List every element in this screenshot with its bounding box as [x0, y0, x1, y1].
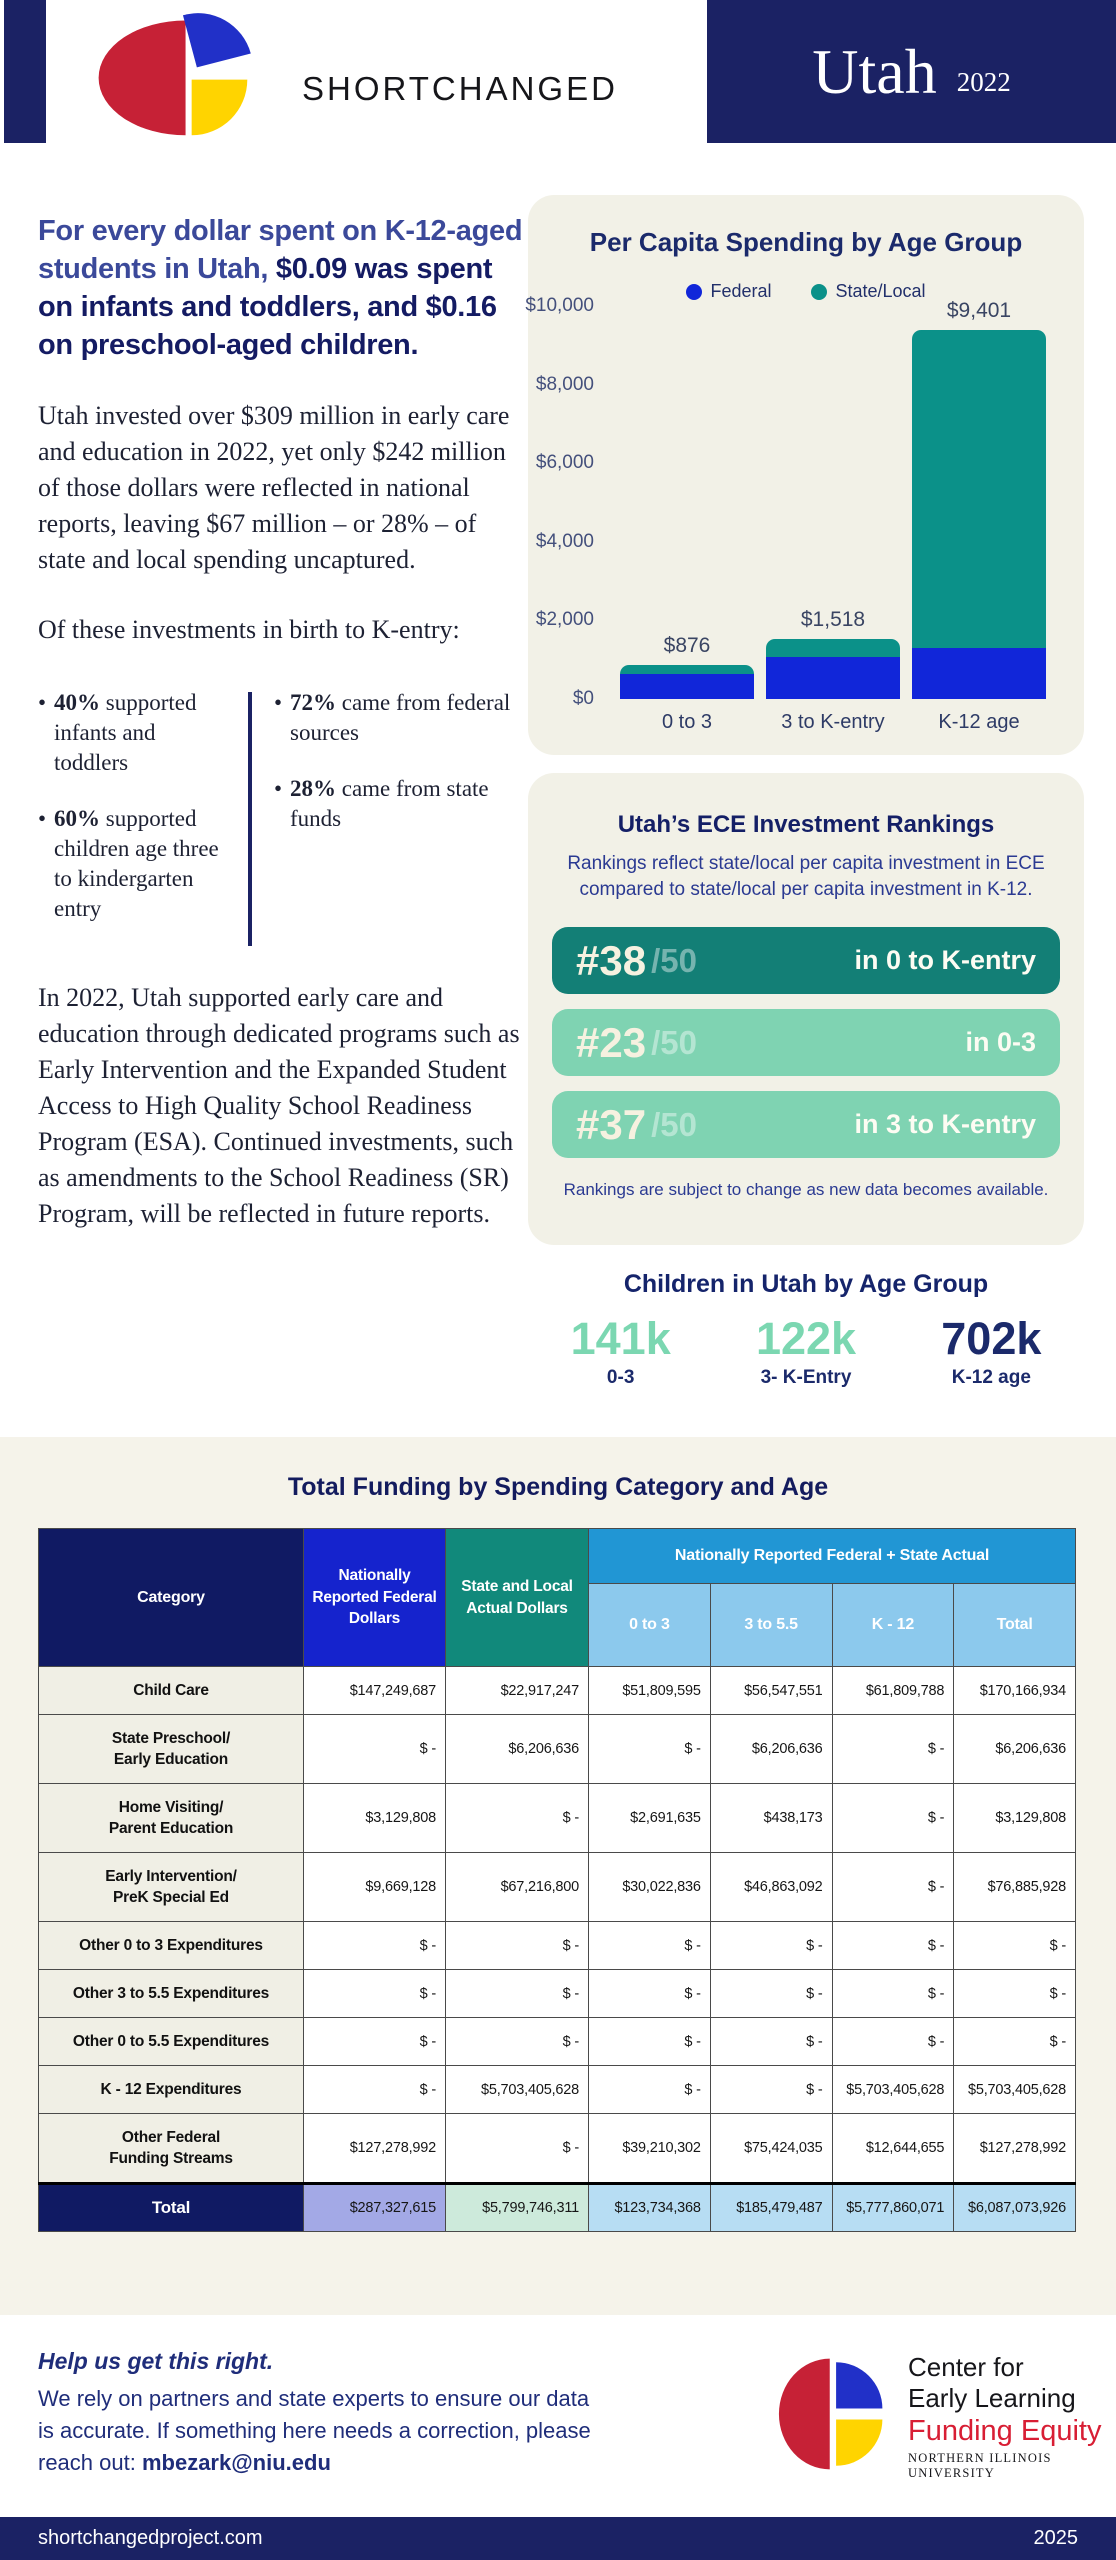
children-title: Children in Utah by Age Group	[623, 1270, 989, 1298]
table-row	[39, 2114, 1076, 2184]
rank-number: #23	[576, 1018, 647, 1066]
rank-denominator: /50	[651, 1023, 697, 1061]
celfe-pie-icon	[778, 2355, 896, 2478]
cell-value: $ -	[832, 1922, 954, 1970]
shortchanged-pie-icon	[96, 8, 296, 151]
cell-value: $6,206,636	[446, 1715, 589, 1784]
cell-value: $ -	[710, 2066, 832, 2114]
headline	[38, 212, 530, 364]
cell-value: $ -	[589, 2018, 711, 2066]
row-label: Child Care	[39, 1667, 304, 1715]
table-row	[39, 1667, 1076, 1715]
bullet-item	[38, 804, 234, 924]
federal-segment	[912, 648, 1046, 699]
federal-segment	[766, 657, 900, 699]
funding-table	[38, 1528, 1076, 2232]
rankings-subtitle: Rankings reflect state/local per capita investment in ECE compared to state/local per capita investment in K-12.	[567, 853, 1045, 900]
total-cell-value: $6,087,073,926	[954, 2184, 1076, 2232]
funding-table-section	[0, 1437, 1116, 2315]
y-tick-label: $6,000	[535, 452, 594, 474]
cell-value: $75,424,035	[710, 2114, 832, 2184]
cell-value: $ -	[589, 1922, 711, 1970]
cell-value: $56,547,551	[710, 1667, 832, 1715]
headline-bold: $0.09 was spent on infants and toddlers, and $0.16 on preschool-aged children.	[38, 253, 497, 361]
cell-value: $ -	[589, 1970, 711, 2018]
total-cell-value: $5,799,746,311	[446, 2184, 589, 2232]
celfe-line4: NORTHERN ILLINOIS UNIVERSITY	[908, 2451, 1052, 2480]
legend-item-state-local	[811, 281, 925, 302]
rank-age-group: in 3 to K-entry	[854, 1109, 1036, 1139]
rank-number: #37	[576, 1100, 647, 1148]
bullet-text: 72% came from federal sources	[290, 690, 511, 745]
ranking-pills	[552, 927, 1060, 1158]
y-tick-label: $2,000	[535, 609, 594, 631]
feedback-text: We rely on partners and state experts to ensure our data is accurate. If something here needs a correction, please reach out:	[38, 2386, 591, 2475]
cell-value: $5,703,405,628	[954, 2066, 1076, 2114]
cell-value: $46,863,092	[710, 1853, 832, 1922]
bullet-columns	[38, 688, 530, 950]
chart-title: Per Capita Spending by Age Group	[589, 227, 1023, 257]
cell-value: $147,249,687	[304, 1667, 446, 1715]
cell-value: $ -	[832, 1853, 954, 1922]
celfe-line3: Funding Equity	[908, 2415, 1102, 2447]
cell-value: $22,917,247	[446, 1667, 589, 1715]
cell-value: $6,206,636	[710, 1715, 832, 1784]
celfe-logo	[778, 2352, 1116, 2481]
y-tick-label: $4,000	[535, 530, 594, 552]
bar-k-12-age	[912, 298, 1046, 699]
contact-email-link[interactable]: mbezark@niu.edu	[141, 2450, 331, 2475]
total-cell-value: $185,479,487	[710, 2184, 832, 2232]
state-local-segment	[912, 330, 1046, 648]
legend-label-state-local: State/Local	[835, 281, 926, 301]
funding-table-title: Total Funding by Spending Category and Age	[287, 1473, 829, 1501]
ranking-pill	[552, 1009, 1060, 1076]
cell-value: $ -	[446, 1922, 589, 1970]
headline-regular: For every dollar spent on K-12-aged students in Utah,	[38, 215, 523, 285]
cell-value: $127,278,992	[304, 2114, 446, 2184]
cell-value: $ -	[954, 1922, 1076, 1970]
child-stat-value: 122k	[755, 1313, 857, 1364]
table-row	[39, 1784, 1076, 1853]
feedback-heading: Help us get this right.	[38, 2348, 274, 2374]
child-stat-value: 141k	[570, 1313, 671, 1364]
total-cell-value: $287,327,615	[304, 2184, 446, 2232]
col-header-3to55: 3 to 5.5	[710, 1584, 832, 1667]
celfe-line2: Early Learning	[908, 2383, 1076, 2413]
cell-value: $438,173	[710, 1784, 832, 1853]
col-header-total: Total	[954, 1584, 1076, 1667]
investment-paragraph: Utah invested over $309 million in early care and education in 2022, yet only $242 million of those dollars were reflected in national reports, leaving $67 million – or 28% – of state and local spending uncaptured.	[38, 401, 510, 574]
bullet-column-right	[252, 688, 514, 950]
rank-age-group: in 0-3	[965, 1027, 1036, 1057]
bullet-item	[274, 688, 514, 748]
rankings-title: Utah’s ECE Investment Rankings	[617, 811, 995, 838]
col-header-0to3: 0 to 3	[589, 1584, 711, 1667]
child-stat-label: 3- K-Entry	[760, 1367, 852, 1388]
cell-value: $ -	[446, 1970, 589, 2018]
bullet-dot-icon: •	[38, 806, 47, 831]
cell-value: $5,703,405,628	[446, 2066, 589, 2114]
row-label: State Preschool/ Early Education	[39, 1715, 304, 1784]
child-stat	[528, 1313, 713, 1389]
per-capita-chart-panel	[525, 195, 1084, 755]
bar-stack	[620, 665, 754, 699]
row-label: Other 0 to 5.5 Expenditures	[39, 2018, 304, 2066]
cell-value: $67,216,800	[446, 1853, 589, 1922]
cell-value: $ -	[304, 2066, 446, 2114]
col-header-k12: K - 12	[832, 1584, 954, 1667]
cell-value: $ -	[304, 1970, 446, 2018]
rank-age-group: in 0 to K-entry	[854, 945, 1036, 975]
intro-column	[38, 212, 530, 1232]
rank-denominator: /50	[651, 1105, 697, 1143]
table-row	[39, 1853, 1076, 1922]
cell-value: $5,703,405,628	[832, 2066, 954, 2114]
header-accent-bar	[4, 0, 46, 143]
row-label: Early Intervention/ PreK Special Ed	[39, 1853, 304, 1922]
cell-value: $51,809,595	[589, 1667, 711, 1715]
bullet-item	[274, 774, 514, 834]
col-header-state-local: State and Local Actual Dollars	[446, 1529, 589, 1667]
cell-value: $ -	[710, 1922, 832, 1970]
federal-dot-icon	[686, 284, 702, 300]
col-header-combined: Nationally Reported Federal + State Actual	[589, 1529, 1076, 1584]
col-header-federal: Nationally Reported Federal Dollars	[304, 1529, 446, 1667]
ranking-pill	[552, 1091, 1060, 1158]
bar-stack	[912, 330, 1046, 699]
cell-value: $ -	[589, 2066, 711, 2114]
table-row	[39, 1715, 1076, 1784]
rank-denominator: /50	[651, 941, 697, 979]
legend-label-federal: Federal	[710, 281, 772, 301]
cell-value: $ -	[304, 1715, 446, 1784]
row-label: Other 0 to 3 Expenditures	[39, 1922, 304, 1970]
y-tick-label: $0	[572, 688, 594, 709]
feedback-body	[38, 2383, 598, 2479]
cell-value: $6,206,636	[954, 1715, 1076, 1784]
cell-value: $ -	[832, 2018, 954, 2066]
bullet-text: 60% supported children age three to kindergarten entry	[54, 806, 219, 921]
bar-3-to-k-entry	[766, 306, 900, 699]
investments-lead-in: Of these investments in birth to K-entry:	[38, 615, 460, 644]
row-label: Other 3 to 5.5 Expenditures	[39, 1970, 304, 2018]
feedback-block	[38, 2348, 598, 2479]
cell-value: $ -	[446, 1784, 589, 1853]
total-cell-value: $5,777,860,071	[832, 2184, 954, 2232]
bar-stack	[766, 639, 900, 699]
x-axis-label: 0 to 3	[661, 711, 713, 733]
cell-value: $76,885,928	[954, 1853, 1076, 1922]
cell-value: $ -	[710, 2018, 832, 2066]
legend-item-federal	[686, 281, 771, 302]
child-stat-label: K-12 age	[951, 1367, 1031, 1388]
bar-total-label: $9,401	[946, 298, 1012, 322]
y-tick-label: $8,000	[535, 373, 594, 395]
cell-value: $9,669,128	[304, 1853, 446, 1922]
cell-value: $3,129,808	[304, 1784, 446, 1853]
bar-total-label: $1,518	[800, 608, 866, 632]
state-local-segment	[766, 639, 900, 657]
state-title: Utah	[812, 35, 937, 107]
cell-value: $ -	[832, 1784, 954, 1853]
child-stat-label: 0-3	[606, 1367, 635, 1388]
cell-value: $ -	[589, 1715, 711, 1784]
y-axis-ticks	[525, 295, 594, 709]
cell-value: $170,166,934	[954, 1667, 1076, 1715]
cell-value: $ -	[446, 2114, 589, 2184]
bar-0-to-3	[620, 306, 754, 699]
bottom-bar	[0, 2517, 1116, 2560]
rankings-note: Rankings are subject to change as new data becomes available.	[563, 1180, 1049, 1199]
total-cell-value: $123,734,368	[589, 2184, 711, 2232]
row-label: Other Federal Funding Streams	[39, 2114, 304, 2184]
cell-value: $127,278,992	[954, 2114, 1076, 2184]
table-row	[39, 1922, 1076, 1970]
x-axis-categories	[620, 711, 1046, 734]
bullet-text: 28% came from state funds	[290, 776, 489, 831]
bullet-dot-icon: •	[38, 690, 47, 715]
bullet-item	[38, 688, 234, 778]
children-stats	[528, 1313, 1084, 1389]
bullet-dot-icon: •	[274, 776, 283, 801]
header-state-block	[707, 0, 1116, 143]
cell-value: $61,809,788	[832, 1667, 954, 1715]
table-row	[39, 1970, 1076, 2018]
ranking-pill	[552, 927, 1060, 994]
table-row	[39, 2066, 1076, 2114]
cell-value: $2,691,635	[589, 1784, 711, 1853]
website-link[interactable]: shortchangedproject.com	[38, 2527, 263, 2549]
cell-value: $ -	[304, 2018, 446, 2066]
child-stat-value: 702k	[941, 1313, 1042, 1364]
table-total-row	[39, 2184, 1076, 2232]
cell-value: $3,129,808	[954, 1784, 1076, 1853]
bullet-dot-icon: •	[274, 690, 283, 715]
rank-number: #38	[576, 936, 647, 984]
cell-value: $ -	[710, 1970, 832, 2018]
row-label: K - 12 Expenditures	[39, 2066, 304, 2114]
brand-wordmark: SHORTCHANGED	[302, 69, 618, 107]
cell-value: $ -	[954, 2018, 1076, 2066]
cell-value: $ -	[832, 1970, 954, 2018]
cell-value: $ -	[954, 1970, 1076, 2018]
cell-value: $30,022,836	[589, 1853, 711, 1922]
bullet-column-left	[38, 688, 234, 950]
cell-value: $12,644,655	[832, 2114, 954, 2184]
cell-value: $39,210,302	[589, 2114, 711, 2184]
state-local-segment	[620, 665, 754, 674]
bar-total-label: $876	[663, 633, 711, 657]
table-row	[39, 2018, 1076, 2066]
x-axis-label: K-12 age	[938, 711, 1020, 733]
children-section	[528, 1270, 1084, 1389]
cell-value: $ -	[304, 1922, 446, 1970]
col-header-category: Category	[39, 1529, 304, 1667]
cell-value: $ -	[446, 2018, 589, 2066]
child-stat	[899, 1313, 1084, 1389]
publication-year: 2025	[1033, 2527, 1078, 2549]
cell-value: $ -	[832, 1715, 954, 1784]
child-stat	[713, 1313, 898, 1389]
x-axis-label: 3 to K-entry	[781, 711, 885, 733]
federal-segment	[620, 674, 754, 699]
bullet-text: 40% supported infants and toddlers	[54, 690, 197, 775]
shortchanged-logo	[96, 8, 618, 151]
programs-paragraph: In 2022, Utah supported early care and education through dedicated programs such as Early Intervention and the Expanded Student Access to High Quality School Readiness Program (ESA). Continued investments, such as amendments to the School Readiness (SR) Program, will be reflected in future reports.	[38, 983, 520, 1228]
y-tick-label: $10,000	[525, 295, 594, 316]
rankings-panel	[528, 773, 1084, 1245]
bar-chart-bars	[620, 298, 1046, 699]
report-year: 2022	[956, 67, 1011, 97]
celfe-line1: Center for	[908, 2352, 1024, 2382]
celfe-logo-text	[908, 2352, 1116, 2481]
row-label: Home Visiting/ Parent Education	[39, 1784, 304, 1853]
state-local-dot-icon	[811, 284, 827, 300]
total-label: Total	[39, 2184, 304, 2232]
